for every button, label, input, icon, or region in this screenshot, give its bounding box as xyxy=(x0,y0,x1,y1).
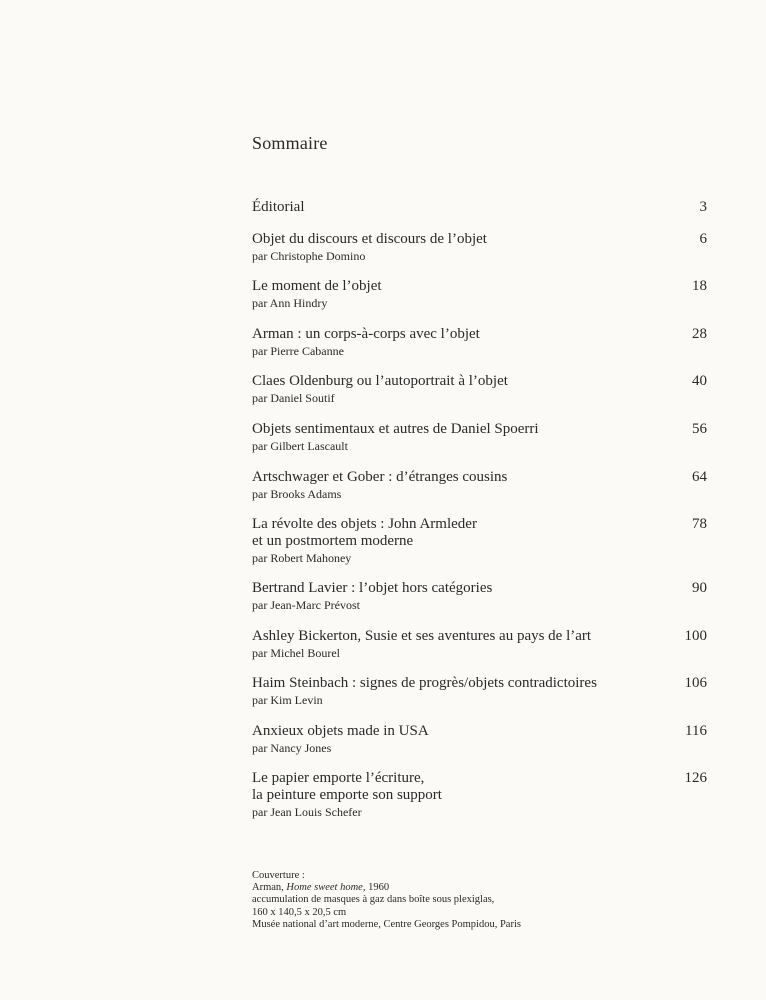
entry-page-number: 28 xyxy=(692,326,707,342)
entry-author: par Gilbert Lascault xyxy=(252,439,348,453)
toc-entry[interactable] xyxy=(252,278,707,311)
entry-page-number: 64 xyxy=(692,469,707,485)
toc-entry[interactable] xyxy=(252,628,707,661)
cover-artwork-line: Arman, Home sweet home, 1960 xyxy=(252,882,390,894)
entry-page-number: 18 xyxy=(692,278,707,294)
entry-page-number: 6 xyxy=(699,231,707,247)
cover-credit xyxy=(252,870,521,931)
toc-entry[interactable] xyxy=(252,723,707,756)
cover-work-title: Home sweet home xyxy=(286,882,363,894)
entry-author: par Brooks Adams xyxy=(252,487,342,501)
entry-page-number: 126 xyxy=(684,770,707,786)
toc-entry[interactable] xyxy=(252,373,707,406)
entry-author: par Michel Bourel xyxy=(252,646,340,660)
page-title: Sommaire xyxy=(252,133,328,153)
entry-title: Objets sentimentaux et autres de Daniel Spoerri xyxy=(252,421,539,437)
entry-title: Éditorial xyxy=(252,199,305,215)
toc-entry[interactable] xyxy=(252,675,707,708)
toc-entry[interactable] xyxy=(252,231,707,264)
cover-dimensions: 160 x 140,5 x 20,5 cm xyxy=(252,906,347,918)
toc-entry[interactable] xyxy=(252,326,707,359)
entry-author: par Jean-Marc Prévost xyxy=(252,598,360,612)
toc-entry-editorial[interactable] xyxy=(252,199,707,216)
entry-page-number: 3 xyxy=(699,199,707,215)
entry-author: par Nancy Jones xyxy=(252,741,332,755)
toc-entry[interactable] xyxy=(252,421,707,454)
entry-author: par Christophe Domino xyxy=(252,249,366,263)
entry-title: Objet du discours et discours de l’objet xyxy=(252,231,487,247)
entry-title: Ashley Bickerton, Susie et ses aventures au pays de l’art xyxy=(252,628,592,644)
entry-page-number: 100 xyxy=(684,628,707,644)
entry-title: Arman : un corps-à-corps avec l’objet xyxy=(252,326,480,342)
toc-entry[interactable] xyxy=(252,516,707,566)
entry-title: Bertrand Lavier : l’objet hors catégories xyxy=(252,580,493,596)
entry-title: Le papier emporte l’écriture, la peinture emporte son support xyxy=(252,770,442,803)
cover-medium: accumulation de masques à gaz dans boîte sous plexiglas, xyxy=(252,894,495,906)
entry-author: par Ann Hindry xyxy=(252,296,328,310)
entry-page-number: 106 xyxy=(684,675,707,691)
entry-page-number: 40 xyxy=(692,373,707,389)
entry-author: par Jean Louis Schefer xyxy=(252,805,362,819)
entry-author: par Kim Levin xyxy=(252,693,323,707)
entry-title: La révolte des objets : John Armleder et un postmortem moderne xyxy=(252,516,477,549)
entry-page-number: 116 xyxy=(685,723,707,739)
entry-page-number: 78 xyxy=(692,516,707,532)
entry-title: Haim Steinbach : signes de progrès/objets contradictoires xyxy=(252,675,597,691)
toc-entry[interactable] xyxy=(252,469,707,502)
entry-author: par Pierre Cabanne xyxy=(252,344,344,358)
entry-title: Artschwager et Gober : d’étranges cousins xyxy=(252,469,508,485)
toc-entry[interactable] xyxy=(252,770,707,820)
entry-title: Anxieux objets made in USA xyxy=(252,723,429,739)
cover-heading: Couverture : xyxy=(252,870,305,881)
cover-collection: Musée national d’art moderne, Centre Georges Pompidou, Paris xyxy=(252,918,521,930)
toc-entry[interactable] xyxy=(252,580,707,613)
entry-page-number: 56 xyxy=(692,421,707,437)
entry-title: Claes Oldenburg ou l’autoportrait à l’objet xyxy=(252,373,508,389)
entry-author: par Robert Mahoney xyxy=(252,551,352,565)
entry-page-number: 90 xyxy=(692,580,707,596)
entry-title: Le moment de l’objet xyxy=(252,278,382,294)
entry-author: par Daniel Soutif xyxy=(252,391,335,405)
